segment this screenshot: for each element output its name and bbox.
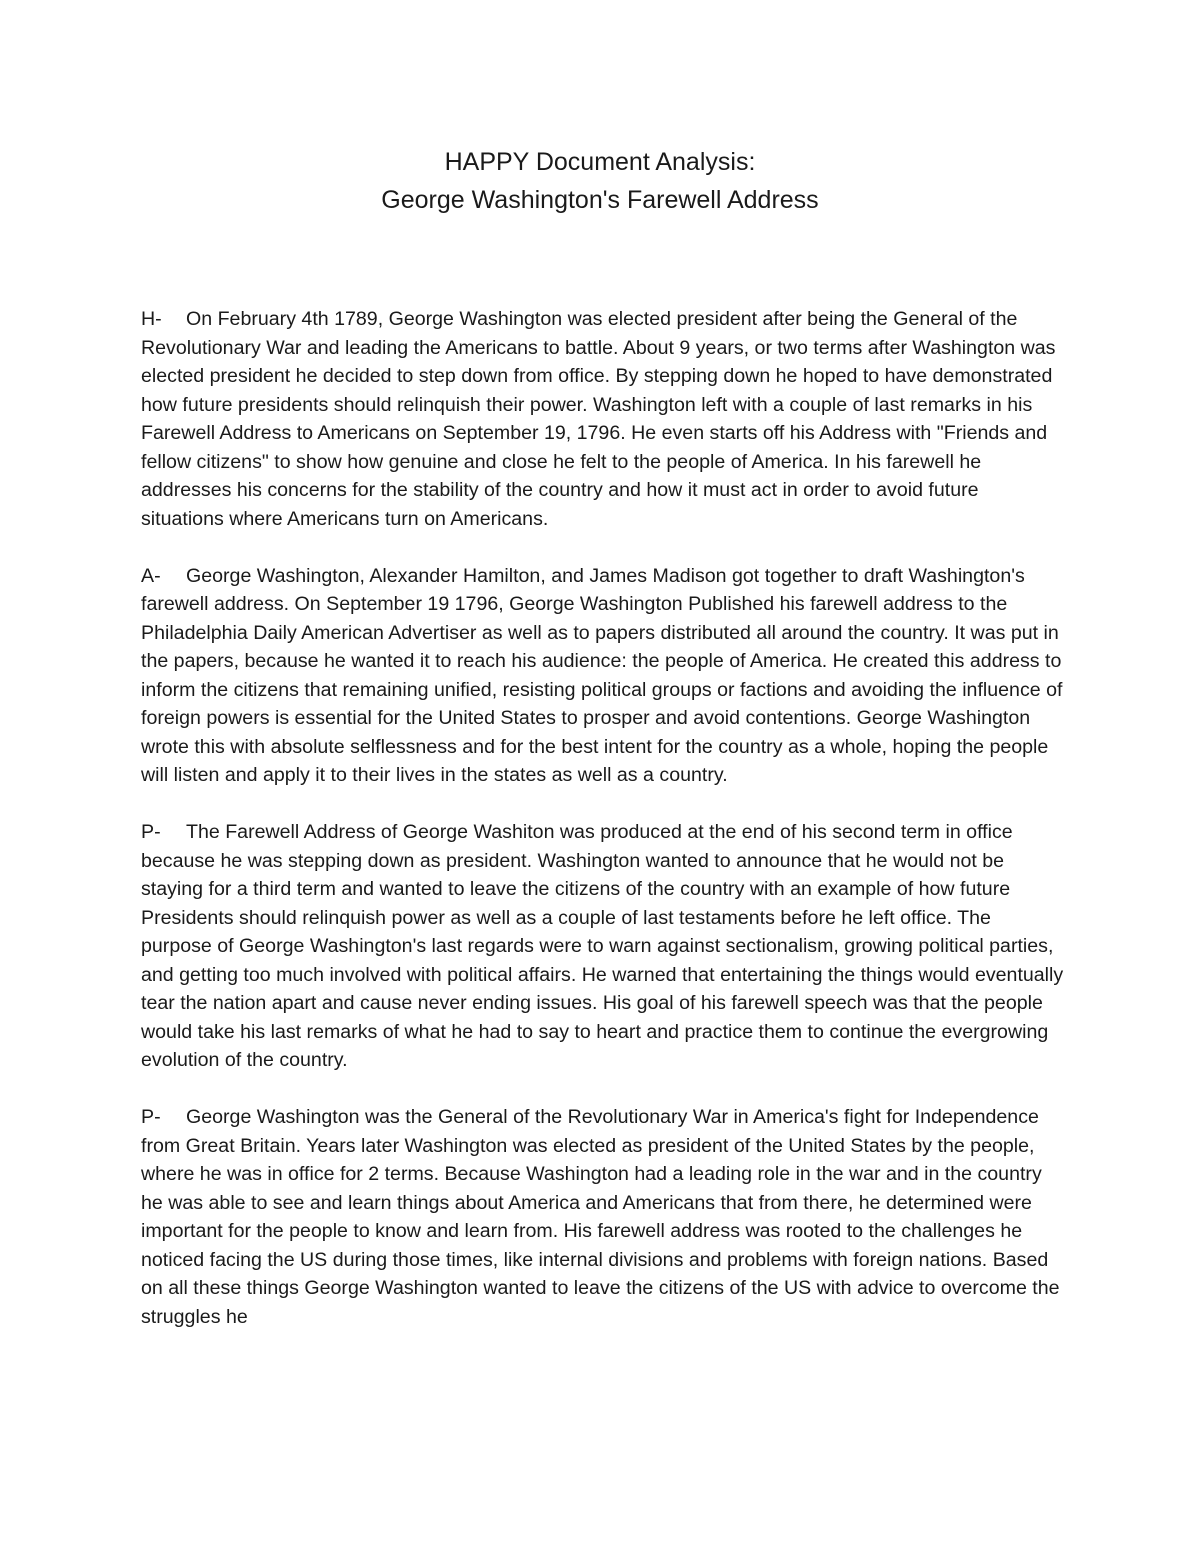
- section-purpose: [141, 818, 1069, 1075]
- section-label: A-: [141, 564, 161, 587]
- section-label: P-: [141, 1106, 161, 1128]
- section-point-of-view: [141, 1103, 1066, 1331]
- section-text: The Farewell Address of George Washiton was produced at the end of his second term in office because he was stepping down as president. Washington wanted to announce that he would not be staying for a third term and wanted to leave the citizens of the country with an example of how future Presidents should relinquish power as well as a couple of last testaments before he left office. The purpose of George Washington's last regards were to warn against sectionalism, growing political parties, and getting too much involved with political affairs. He warned that entertaining the things would eventually tear the nation apart and cause never ending issues. His goal of his farewell speech was that the people would take his last remarks of what he had to say to heart and practice them to continue the evergrowing evolution of the country.: [141, 821, 1069, 1071]
- title-block: [0, 143, 1200, 219]
- document-subtitle: George Washington's Farewell Address: [381, 186, 819, 214]
- section-label: P-: [141, 821, 161, 843]
- section-text: On February 4th 1789, George Washington was elected president after being the General of the Revolutionary War and leading the Americans to battle. About 9 years, or two terms after Washington was elected president he decided to step down from office. By stepping down he hoped to have demonstrated how future presidents should relinquish their power. Washington left with a couple of last remarks in his Farewell Address to Americans on September 19, 1796. He even starts off his Address with "Friends and fellow citizens" to show how genuine and close he felt to the people of America. In his farewell he addresses his concerns for the stability of the country and how it must act in order to avoid future situations where Americans turn on Americans.: [141, 308, 1061, 530]
- document-title: HAPPY Document Analysis:: [444, 148, 756, 176]
- section-text: George Washington was the General of the Revolutionary War in America's fight for Independence from Great Britain. Years later Washington was elected as president of the United States by the people, where he was in office for 2 terms. Because Washington had a leading role in the war and in the country he was able to see and learn things about America and Americans that from there, he determined were important for the people to know and learn from. His farewell address was rooted to the challenges he noticed facing the US during those times, like internal divisions and problems with foreign nations. Based on all these things George Washington wanted to leave the citizens of the US with advice to overcome the struggles he: [141, 1106, 1065, 1328]
- document-body: [141, 305, 1069, 1360]
- section-historical-context: [141, 305, 1066, 533]
- section-audience: [141, 562, 1066, 790]
- section-text: George Washington, Alexander Hamilton, and James Madison got together to draft Washington's farewell address. On September 19 1796, George Washington Published his farewell address to the Philadelphia Daily American Advertiser as well as to papers distributed all around the country. It was put in the papers, because he wanted it to reach his audience: the people of America. He created this address to inform the citizens that remaining unified, resisting political groups or factions and avoiding the influence of foreign powers is essential for the United States to prosper and avoid contentions. George Washington wrote this with absolute selflessness and for the best intent for the country as a whole, hoping the people will listen and apply it to their lives in the states as well as a country.: [141, 564, 1068, 786]
- section-label: H-: [141, 308, 162, 330]
